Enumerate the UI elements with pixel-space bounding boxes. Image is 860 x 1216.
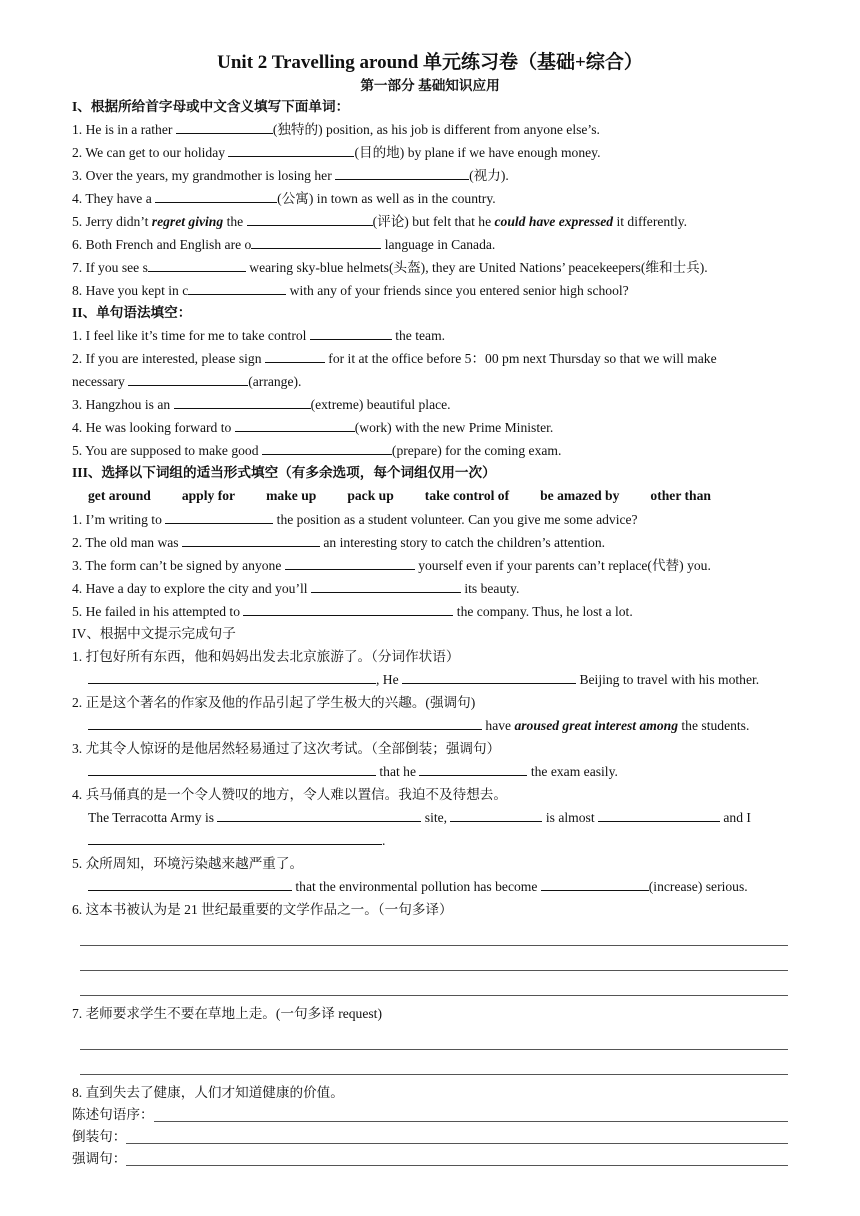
s3-item-1: 1. I’m writing to the position as a student volunteer. Can you give me some advice? [72,508,788,531]
s2-item-2-cont: necessary (arrange). [72,370,788,393]
declarative-label: 陈述句语序： [72,1107,154,1122]
s1-item-5: 5. Jerry didn’t regret giving the (评论) but felt that he could have expressed it differently. [72,210,788,233]
answer-blank[interactable] [88,761,376,776]
s1-item-8: 8. Have you kept in c with any of your friends since you entered senior high school? [72,279,788,302]
s2-item-1: 1. I feel like it’s time for me to take control the team. [72,324,788,347]
s4-q2-answer: have aroused great interest among the students. [72,714,788,737]
answer-line[interactable] [80,1025,788,1050]
answer-blank[interactable] [541,876,649,891]
answer-blank[interactable] [182,532,320,547]
s4-q7-prompt: 7. 老师要求学生不要在草地上走。(一句多译 request) [72,1006,382,1021]
s1-item-4: 4. They have a (公寓) in town as well as in the country. [72,187,788,210]
s2-item-4: 4. He was looking forward to (work) with the new Prime Minister. [72,416,788,439]
s4-q1-answer: , He Beijing to travel with his mother. [72,668,788,691]
phrase-item: be amazed by [540,488,620,503]
page-title: Unit 2 Travelling around 单元练习卷（基础+综合） [217,52,643,73]
answer-blank[interactable] [188,280,286,295]
answer-blank[interactable] [155,188,277,203]
s4-q4-prompt: 4. 兵马俑真的是一个令人赞叹的地方，令人难以置信。我迫不及待想去。 [72,787,507,802]
s1-item-7: 7. If you see s wearing sky-blue helmets(头盔), they are United Nations’ peacekeepers(维和士兵). [72,256,788,279]
s2-item-5: 5. You are supposed to make good (prepare) for the coming exam. [72,439,788,462]
s4-q3-answer: that he the exam easily. [72,760,788,783]
s4-q4-answer: The Terracotta Army is site, is almost and I [72,806,788,829]
section4-heading: IV、根据中文提示完成句子 [72,626,236,641]
answer-blank[interactable] [148,257,246,272]
s2-item-3: 3. Hangzhou is an (extreme) beautiful place. [72,393,788,416]
answer-line[interactable] [126,1149,788,1166]
phrase-item: take control of [424,488,510,503]
s4-q3-prompt: 3. 尤其令人惊讶的是他居然轻易通过了这次考试。（全部倒装；强调句） [72,741,501,756]
s4-q5-prompt: 5. 众所周知，环境污染越来越严重了。 [72,856,304,871]
phrase-item: make up [266,488,317,503]
s3-item-2: 2. The old man was an interesting story to catch the children’s attention. [72,531,788,554]
answer-line[interactable] [154,1105,788,1122]
declarative-row [72,1104,788,1126]
inversion-row [72,1126,788,1148]
phrase-bank [72,484,788,508]
s1-item-1: 1. He is in a rather (独特的) position, as his job is different from anyone else’s. [72,118,788,141]
answer-blank[interactable] [265,348,325,363]
answer-blank[interactable] [402,669,576,684]
answer-blank[interactable] [598,807,720,822]
answer-blank[interactable] [235,417,355,432]
emphatic-row [72,1148,788,1170]
answer-line[interactable] [80,921,788,946]
s4-q2-prompt: 2. 正是这个著名的作家及他的作品引起了学生极大的兴趣。(强调句) [72,695,476,710]
answer-blank[interactable] [243,601,453,616]
section3-heading: III、选择以下词组的适当形式填空（有多余选项，每个词组仅用一次） [72,465,496,480]
answer-blank[interactable] [450,807,542,822]
s4-q6-prompt: 6. 这本书被认为是 21 世纪最重要的文学作品之一。（一句多译） [72,902,453,917]
s4-q5-answer: that the environmental pollution has become (increase) serious. [72,875,788,898]
answer-blank[interactable] [311,578,461,593]
s1-item-3: 3. Over the years, my grandmother is losing her (视力). [72,164,788,187]
answer-blank[interactable] [419,761,527,776]
answer-blank[interactable] [176,119,273,134]
answer-blank[interactable] [310,325,392,340]
answer-line[interactable] [126,1127,788,1144]
answer-blank[interactable] [251,234,381,249]
section2-heading: II、单句语法填空： [72,305,192,320]
answer-blank[interactable] [247,211,373,226]
answer-blank[interactable] [285,555,415,570]
answer-blank[interactable] [262,440,392,455]
answer-blank[interactable] [88,715,482,730]
answer-blank[interactable] [228,142,354,157]
s4-q1-prompt: 1. 打包好所有东西，他和妈妈出发去北京旅游了。（分词作状语） [72,649,460,664]
answer-blank[interactable] [88,669,376,684]
phrase-item: apply for [181,488,236,503]
answer-blank[interactable] [335,165,469,180]
section1-heading: I、根据所给首字母或中文含义填写下面单词： [72,99,350,114]
s3-item-3: 3. The form can’t be signed by anyone yourself even if your parents can’t replace(代替) you. [72,554,788,577]
answer-blank[interactable] [174,394,311,409]
s3-item-4: 4. Have a day to explore the city and you’ll its beauty. [72,577,788,600]
s4-q8-prompt: 8. 直到失去了健康，人们才知道健康的价值。 [72,1085,344,1100]
page-subtitle: 第一部分 基础知识应用 [360,78,500,93]
s3-item-5: 5. He failed in his attempted to the company. Thus, he lost a lot. [72,600,788,623]
answer-blank[interactable] [128,371,248,386]
answer-blank[interactable] [165,509,273,524]
worksheet-page [72,50,788,1170]
emphatic-label: 强调句： [72,1151,127,1166]
answer-blank[interactable] [88,876,292,891]
phrase-item: pack up [347,488,394,503]
phrase-item: other than [650,488,711,503]
s4-q4-answer-cont: . [72,829,788,852]
answer-blank[interactable] [88,830,382,845]
s2-item-2: 2. If you are interested, please sign for it at the office before 5：00 pm next Thursday so that we will make [72,347,788,370]
answer-line[interactable] [80,1050,788,1075]
phrase-item: get around [88,488,151,503]
answer-line[interactable] [80,971,788,996]
inversion-label: 倒装句： [72,1129,127,1144]
s1-item-2: 2. We can get to our holiday (目的地) by plane if we have enough money. [72,141,788,164]
answer-line[interactable] [80,946,788,971]
answer-blank[interactable] [217,807,421,822]
s1-item-6: 6. Both French and English are o language in Canada. [72,233,788,256]
